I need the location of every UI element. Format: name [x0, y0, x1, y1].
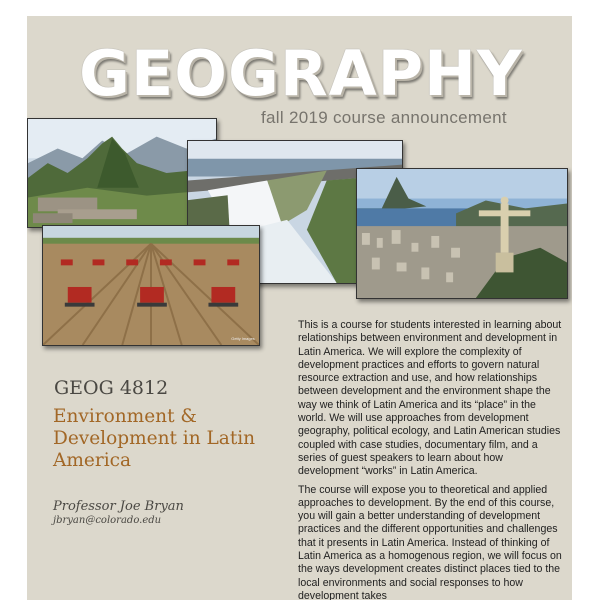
course-code: GEOG 4812 — [54, 377, 169, 399]
professor-email[interactable]: jbryan@colorado.edu — [53, 515, 162, 526]
course-description — [298, 319, 566, 600]
description-paragraph-2: The course will expose you to theoretical and applied approaches to development. By the end of this course, you will gain a better understanding of development practices and the different opportunities and challenges that it presents in Latin America. Instead of thinking of Latin America as a homogenous region, we will focus on the ways development creates distinct places tied to the local environments and social responses to how development takes — [298, 483, 562, 600]
course-title: Environment & Development in Latin America — [53, 406, 256, 471]
photo-credit: Getty Images — [231, 336, 255, 342]
poster-title: GEOGRAPHY — [79, 37, 523, 110]
poster-subtitle: fall 2019 course announcement — [261, 108, 507, 127]
course-poster — [27, 16, 572, 600]
professor-name: Professor Joe Bryan — [53, 499, 184, 514]
description-paragraph-1: This is a course for students interested in learning about relationships between environment and development in Latin America. We will explore the complexity of development practices and efforts to govern natural resource extraction and use, and how relationships between development and the environment shape the way we think of Latin America and its “place” in the world. We will use approaches from development geography, political ecology, and Latin American studies coupled with case studies, documentary film, and a series of guest speakers to learn about how development “works” in Latin America. — [298, 319, 562, 478]
harvesters-field-photo — [42, 225, 260, 346]
rio-christ-redeemer-photo — [356, 168, 568, 299]
